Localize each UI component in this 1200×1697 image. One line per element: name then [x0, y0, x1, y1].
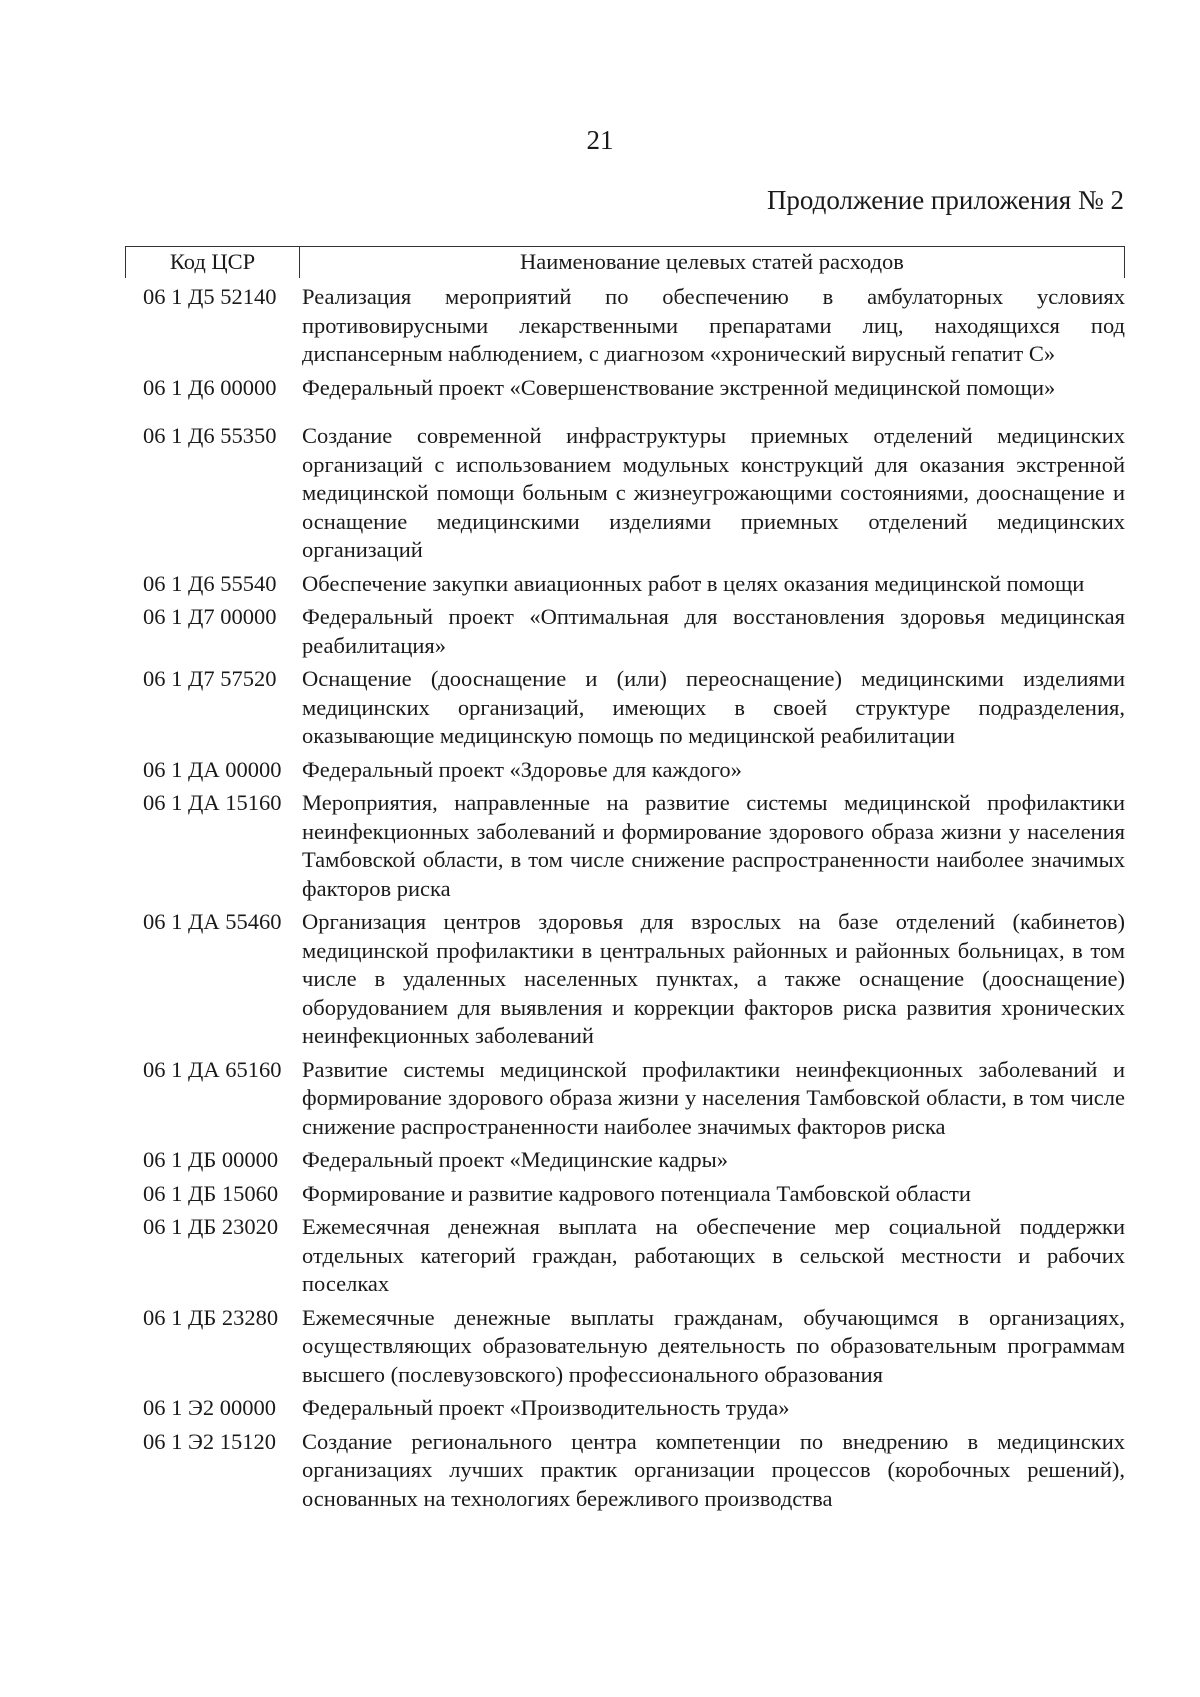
row-name: Ежемесячная денежная выплата на обеспечение мер социальной поддержки отдельных категорий граждан, работающих в сельской местности и рабочих поселках [302, 1214, 1125, 1296]
row-name: Реализация мероприятий по обеспечению в амбулаторных условиях противовирусными лекарственными препаратами лиц, находящихся под диспансерным наблюдением, с диагнозом «хронический вирусный гепатит С» [302, 284, 1125, 366]
row-name: Федеральный проект «Здоровье для каждого» [302, 756, 742, 782]
row-code: 06 1 ДБ 15060 [143, 1180, 279, 1206]
row-name: Создание регионального центра компетенции по внедрению в медицинских организациях лучших практик организации процессов (коробочных решений), основанных на технологиях бережливого производства [302, 1428, 1125, 1511]
table-row [125, 665, 1125, 751]
row-code: 06 1 ДБ 23020 [143, 1214, 279, 1239]
appendix-note: Продолжение приложения № 2 [766, 185, 1124, 215]
row-name: Федеральный проект «Медицинские кадры» [302, 1147, 729, 1172]
table-row [125, 422, 1125, 565]
table-row [125, 1394, 1125, 1423]
row-code: 06 1 Э2 00000 [143, 1395, 276, 1420]
table-row [125, 570, 1125, 599]
table-row [125, 1428, 1125, 1514]
row-name: Федеральный проект «Производительность труда» [302, 1395, 790, 1420]
header-code: Код ЦСР [126, 247, 300, 278]
table-row [125, 1180, 1125, 1209]
page-number: 21 [586, 125, 614, 155]
row-code: 06 1 ДА 65160 [143, 1056, 282, 1082]
table-row [125, 1056, 1125, 1142]
table-row [125, 603, 1125, 660]
row-code: 06 1 Э2 15120 [143, 1428, 276, 1454]
table-row [125, 756, 1125, 785]
row-code: 06 1 ДА 55460 [143, 909, 282, 934]
row-name: Обеспечение закупки авиационных работ в целях оказания медицинской помощи [302, 570, 1085, 596]
row-code: 06 1 Д5 52140 [143, 284, 277, 309]
row-code: 06 1 ДА 15160 [143, 790, 282, 815]
row-code: 06 1 Д7 00000 [143, 604, 277, 629]
header-name: Наименование целевых статей расходов [520, 249, 904, 274]
row-code: 06 1 ДА 00000 [143, 756, 282, 782]
row-name: Оснащение (дооснащение и (или) переоснащение) медицинскими изделиями медицинских организаций, имеющих в своей структуре подразделения, оказывающие медицинскую помощь по медицинской реабилитации [302, 666, 1125, 748]
table-row [125, 1304, 1125, 1390]
row-code: 06 1 Д7 57520 [143, 666, 277, 691]
expense-items-table [125, 246, 1125, 1513]
row-code: 06 1 Д6 00000 [143, 374, 277, 400]
table-row [125, 908, 1125, 1051]
table-row [125, 1213, 1125, 1299]
table-header [125, 246, 1125, 278]
row-name: Мероприятия, направленные на развитие системы медицинской профилактики неинфекционных заболеваний и формирование здорового образа жизни у населения Тамбовской области, в том числе снижение распространенности наиболее значимых факторов риска [302, 790, 1125, 901]
table-row [125, 789, 1125, 903]
row-code: 06 1 ДБ 23280 [143, 1304, 279, 1330]
row-name: Формирование и развитие кадрового потенциала Тамбовской области [302, 1180, 971, 1206]
table-row [125, 1146, 1125, 1175]
row-code: 06 1 ДБ 00000 [143, 1147, 279, 1172]
row-code: 06 1 Д6 55540 [143, 570, 277, 596]
row-name: Федеральный проект «Оптимальная для восстановления здоровья медицинская реабилитация» [302, 604, 1125, 658]
table-row [125, 374, 1125, 403]
row-name: Ежемесячные денежные выплаты гражданам, обучающимся в организациях, осуществляющих образовательную деятельность по образовательным программам высшего (послевузовского) профессионального образования [302, 1304, 1125, 1387]
row-code: 06 1 Д6 55350 [143, 423, 277, 448]
row-name: Организация центров здоровья для взрослых на базе отделений (кабинетов) медицинской профилактики в центральных районных и районных больницах, в том числе в удаленных населенных пунктах, а также оснащение (дооснащение) оборудованием для выявления и коррекции факторов риска развития хронических неинфекционных заболеваний [302, 909, 1125, 1048]
table-row [125, 283, 1125, 369]
row-name: Создание современной инфраструктуры приемных отделений медицинских организаций с использованием модульных конструкций для оказания экстренной медицинской помощи больным с жизнеугрожающими состояниями, дооснащение и оснащение медицинскими изделиями приемных отделений медицинских организаций [302, 423, 1125, 562]
row-name: Федеральный проект «Совершенствование экстренной медицинской помощи» [302, 374, 1056, 400]
row-name: Развитие системы медицинской профилактики неинфекционных заболеваний и формирование здорового образа жизни у населения Тамбовской области, в том числе снижение распространенности наиболее значимых факторов риска [302, 1056, 1125, 1139]
